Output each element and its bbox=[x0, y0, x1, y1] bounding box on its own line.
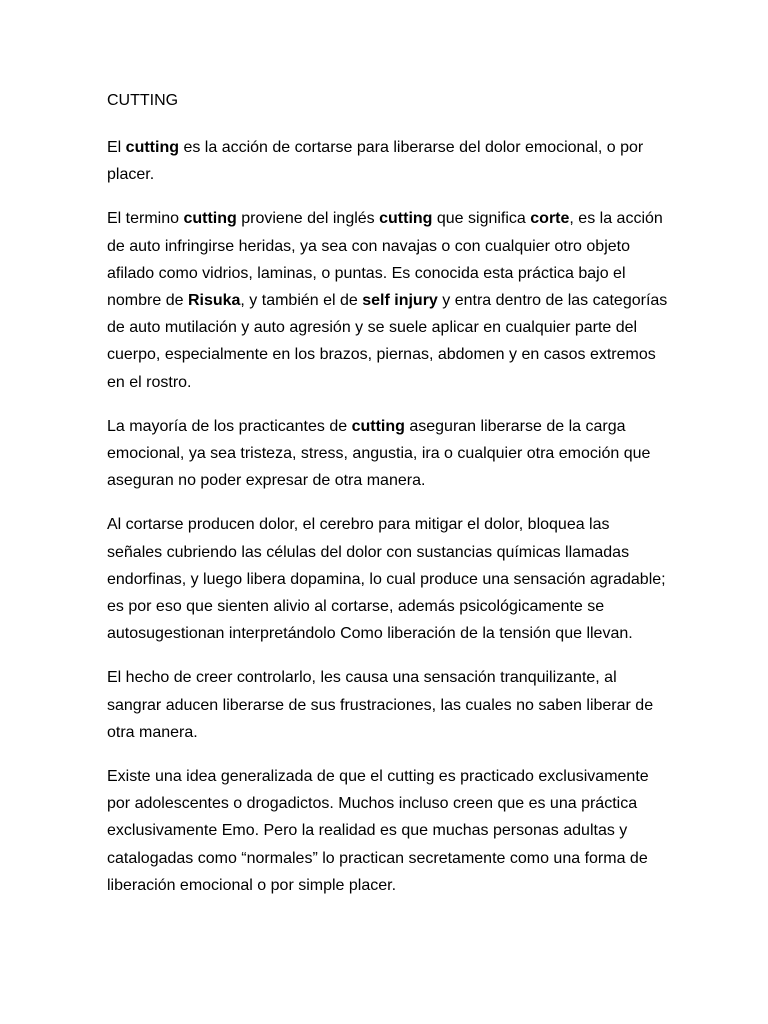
text-run: proviene del inglés bbox=[236, 210, 380, 228]
document-title: CUTTING bbox=[107, 92, 179, 109]
paragraph bbox=[107, 413, 668, 495]
text-run: es la acción de cortarse para liberarse del dolor emocional, o por placer. bbox=[107, 139, 644, 184]
text-run: El hecho de creer controlarlo, les causa una sensación tranquilizante, al sangrar aducen liberarse de sus frustraciones, las cuales no saben liberar de otra manera. bbox=[107, 669, 654, 741]
bold-term: cutting bbox=[379, 210, 433, 228]
bold-term: cutting bbox=[125, 139, 179, 156]
paragraph bbox=[107, 205, 668, 395]
text-run: aseguran liberarse de la carga emocional, ya sea tristeza, stress, angustia, ira o cualquier otra emoción que aseguran no poder expresar de otra manera. bbox=[107, 417, 651, 490]
text-run: La mayoría de los practicantes de bbox=[107, 417, 352, 435]
bold-term: self injury bbox=[362, 292, 438, 310]
text-run: que significa bbox=[432, 210, 531, 228]
text-run: El termino bbox=[107, 210, 184, 228]
paragraph bbox=[107, 511, 668, 647]
paragraph bbox=[107, 134, 668, 188]
text-run: Al cortarse producen dolor, el cerebro para mitigar el dolor, bloquea las señales cubriendo las células del dolor con sustancias químicas llamadas endorfinas, y luego libera dopamina, lo cual produce una sensación agradable; es por eso que sienten alivio al cortarse, además psicológicamente se autosugestionan interpretándolo Como liberación de la tensión que llevan. bbox=[107, 516, 666, 643]
paragraph bbox=[107, 763, 668, 899]
bold-term: cutting bbox=[183, 210, 237, 228]
text-run: El bbox=[107, 139, 126, 156]
bold-term: corte bbox=[530, 210, 570, 228]
text-run: , y también el de bbox=[240, 292, 363, 310]
document-body bbox=[107, 134, 668, 899]
bold-term: Risuka bbox=[187, 292, 241, 310]
paragraph bbox=[107, 664, 668, 746]
text-run: y entra dentro de las categorías de auto mutilación y auto agresión y se suele aplicar en cualquier parte del cuerpo, especialmente en los brazos, piernas, abdomen y en casos extremos en el rostro. bbox=[107, 292, 668, 391]
text-run: , es la acción de auto infringirse heridas, ya sea con navajas o con cualquier otro objeto afilado como vidrios, laminas, o puntas. Es conocida esta práctica bajo el nombre de bbox=[107, 210, 663, 310]
bold-term: cutting bbox=[351, 417, 405, 435]
text-run: Existe una idea generalizada de que el cutting es practicado exclusivamente por adolescentes o drogadictos. Muchos incluso creen que es una práctica exclusivamente Emo. Pero la realidad es que muchas personas adultas y catalogadas como “normales” lo practican secretamente como una forma de liberación emocional o por simple placer. bbox=[107, 768, 649, 894]
